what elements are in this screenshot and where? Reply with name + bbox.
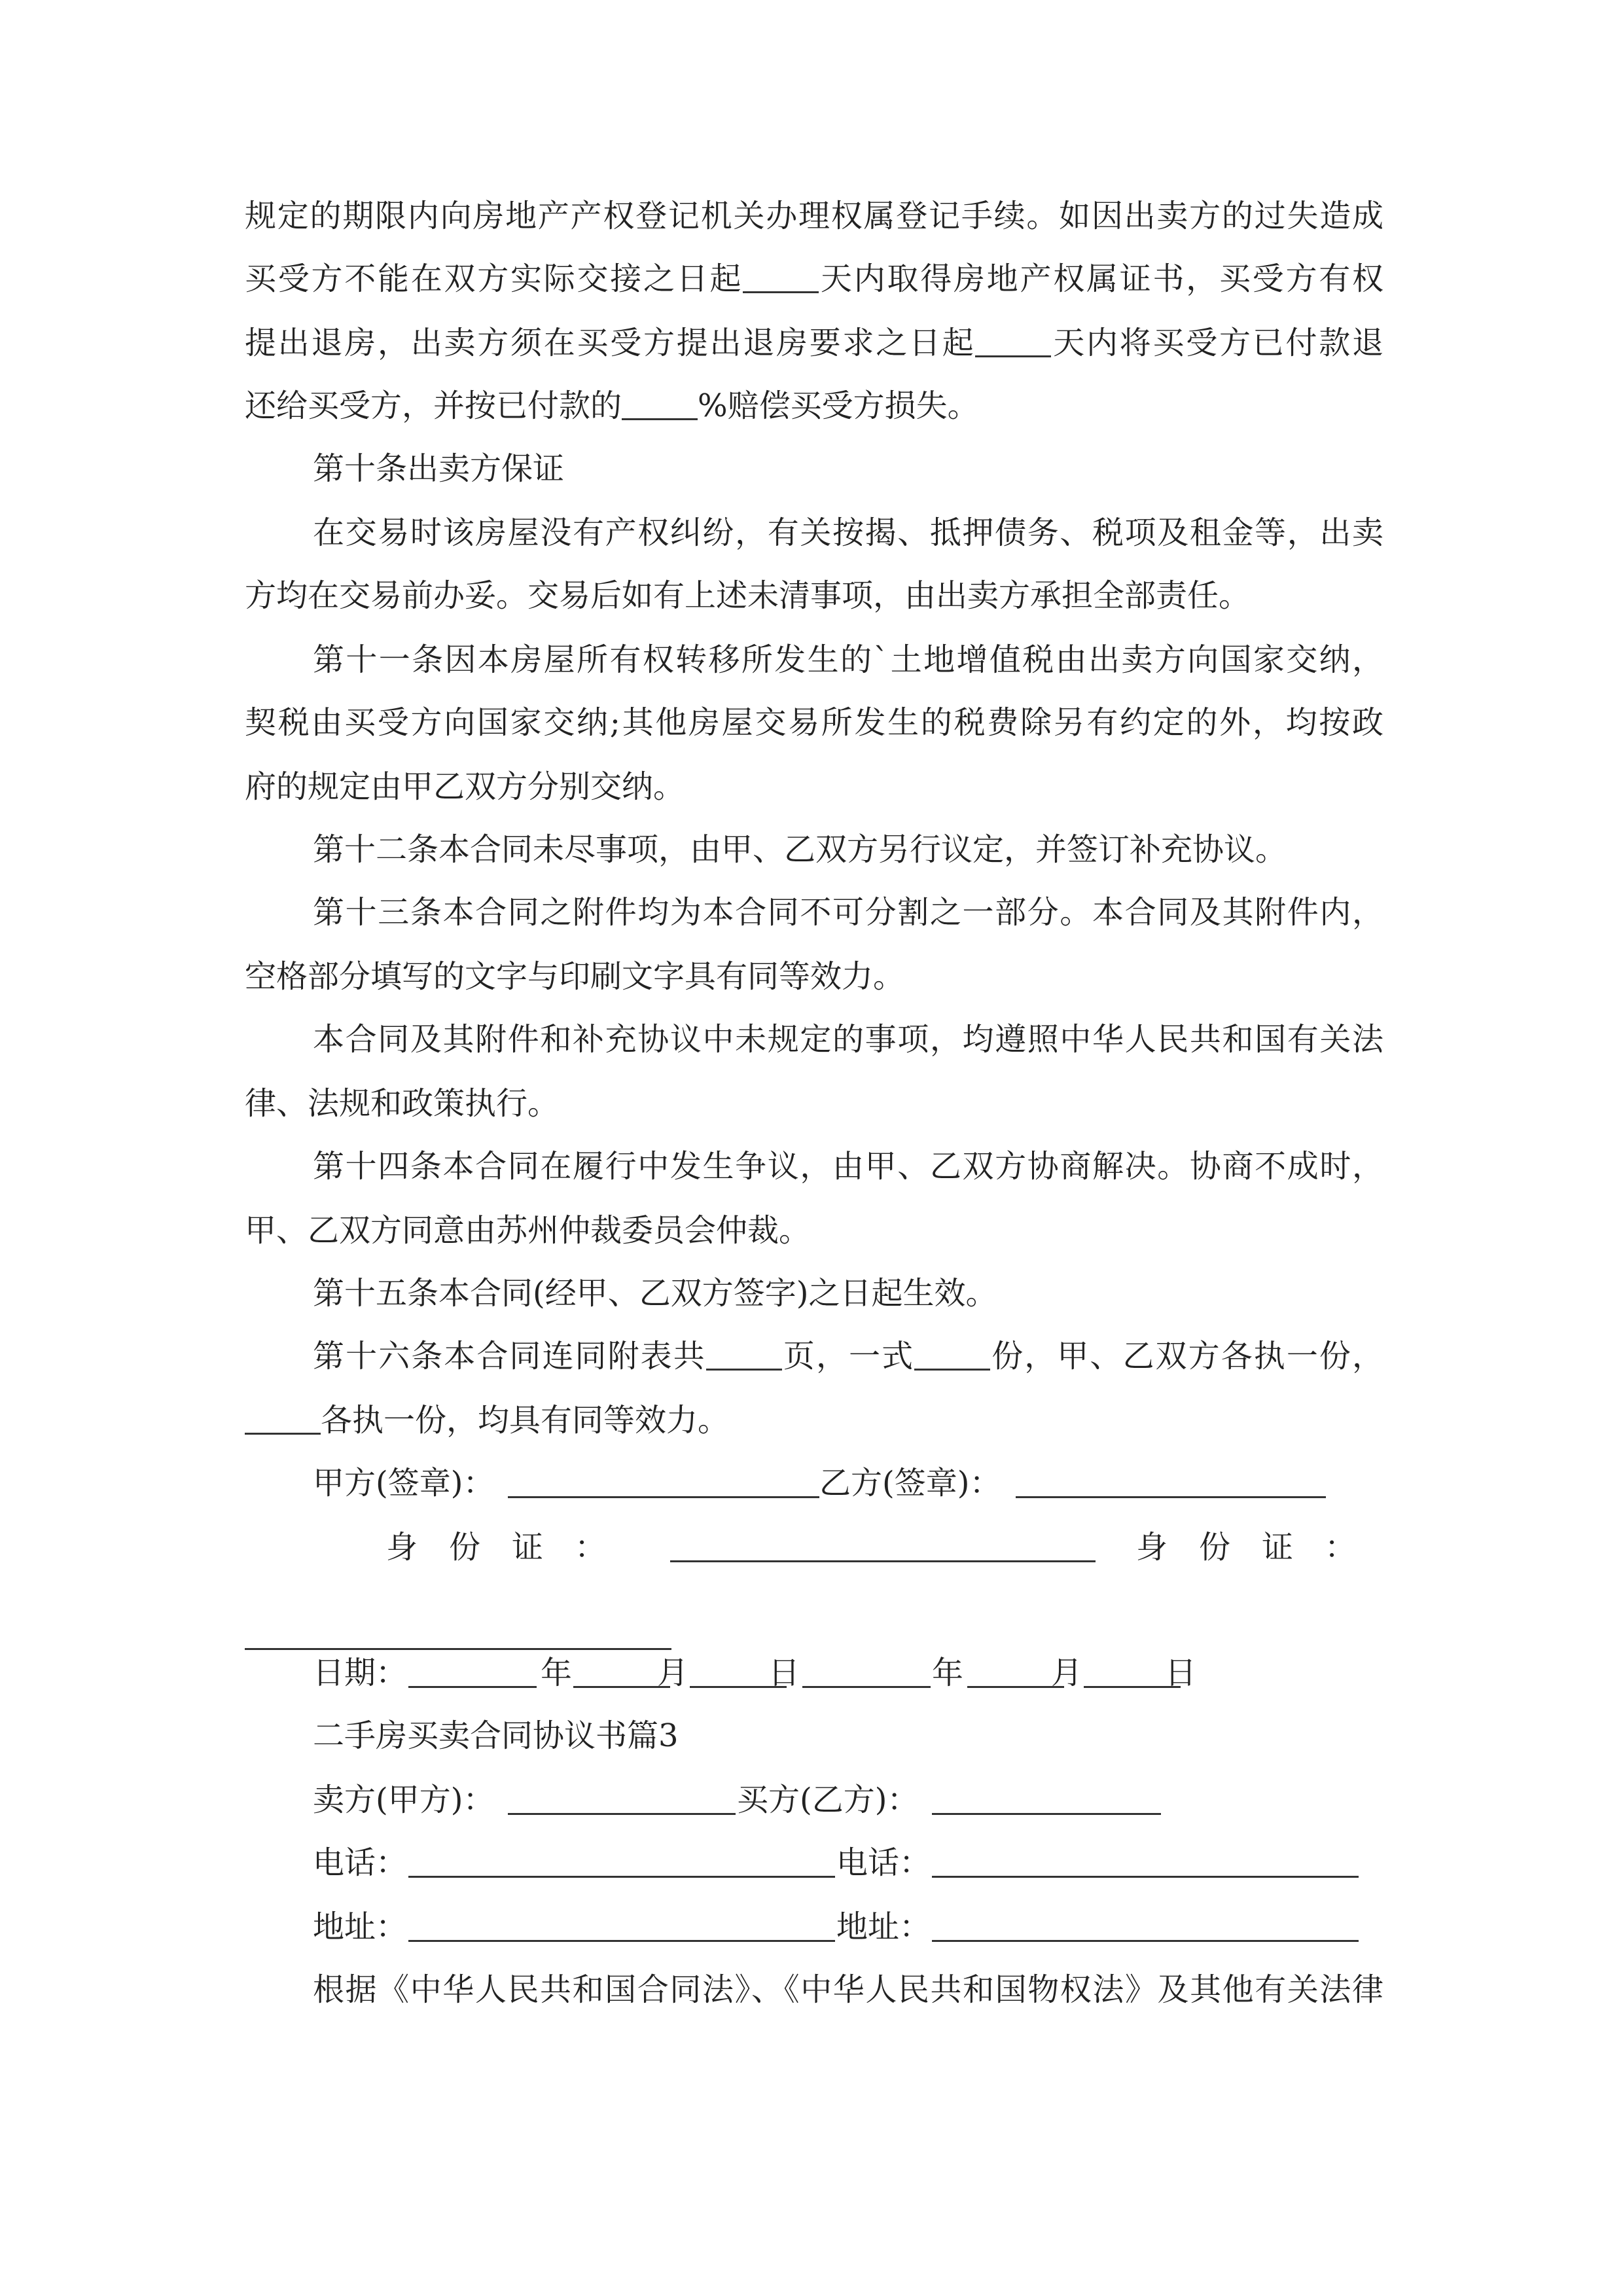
- seller-phone-label: 电话：: [313, 1844, 408, 1881]
- buyer-address-field[interactable]: [932, 1911, 1359, 1942]
- article-9-line-3: 提出退房，出卖方须在买受方提出退房要求之日起 天内将买受方已付款退: [245, 325, 1383, 361]
- article-9-line-4: 还给买受方，并按已付款的 %赔偿买受方损失。: [245, 387, 979, 424]
- party-a-id-field[interactable]: [670, 1532, 1096, 1562]
- month-label-a: 月: [657, 1655, 689, 1691]
- seller-field[interactable]: [508, 1784, 736, 1815]
- party-a-sign-field[interactable]: [508, 1467, 819, 1498]
- article-12-line-1: 第十二条本合同未尽事项，由甲、乙双方另行议定，并签订补充协议。: [313, 831, 1287, 868]
- article-11-line-3: 府的规定由甲乙双方分别交纳。: [245, 768, 685, 805]
- article-9-line-1: 规定的期限内向房地产产权登记机关办理权属登记手续。如因出卖方的过失造成: [245, 198, 1383, 234]
- law-clause-line-2: 律、法规和政策执行。: [245, 1085, 560, 1122]
- blank-percent[interactable]: [622, 389, 698, 420]
- law-clause-line-1: 本合同及其附件和补充协议中未规定的事项，均遵照中华人民共和国有关法: [313, 1021, 1383, 1058]
- year-label-b: 年: [932, 1655, 964, 1691]
- legal-basis-line: 根据《中华人民共和国合同法》、《中华人民共和国物权法》及其他有关法律: [313, 1971, 1383, 2008]
- party-a-sign-label: 甲方(签章)：: [313, 1465, 495, 1501]
- address-row: [245, 1907, 1383, 1946]
- section-3-title: 二手房买卖合同协议书篇3: [313, 1717, 679, 1754]
- year-label-a: 年: [541, 1655, 573, 1691]
- month-field-b[interactable]: [967, 1657, 1064, 1688]
- party-b-sign-field[interactable]: [1016, 1467, 1326, 1498]
- article-13-line-2: 空格部分填写的文字与印刷文字具有同等效力。: [245, 958, 905, 995]
- article-10-title: 第十条出卖方保证: [313, 450, 565, 487]
- blank-days-2[interactable]: [975, 327, 1051, 357]
- buyer-field[interactable]: [932, 1784, 1161, 1815]
- article-14-line-1: 第十四条本合同在履行中发生争议，由甲、乙双方协商解决。协商不成时，: [313, 1148, 1383, 1185]
- party-b-sign-label: 乙方(签章)：: [819, 1465, 1001, 1501]
- buyer-phone-field[interactable]: [932, 1847, 1359, 1878]
- article-11-line-1: 第十一条因本房屋所有权转移所发生的`土地增值税由出卖方向国家交纳，: [313, 641, 1383, 678]
- seller-address-field[interactable]: [408, 1911, 835, 1942]
- article-11-line-2: 契税由买受方向国家交纳;其他房屋交易所发生的税费除另有约定的外，均按政: [245, 704, 1383, 741]
- day-label-b: 日: [1165, 1655, 1197, 1691]
- article-9-line-2: 买受方不能在双方实际交接之日起 天内取得房地产权属证书，买受方有权: [245, 260, 1383, 297]
- article-16-line-2: 各执一份，均具有同等效力。: [245, 1401, 729, 1440]
- buyer-phone-label: 电话：: [836, 1844, 931, 1881]
- blank-days-1[interactable]: [743, 262, 819, 293]
- signature-row: [245, 1463, 1383, 1503]
- party-a-id-label: 身份证：: [386, 1529, 638, 1566]
- day-label-a: 日: [768, 1655, 800, 1691]
- seller-phone-field[interactable]: [408, 1847, 835, 1878]
- id-card-row: [245, 1528, 1388, 1567]
- blank-copy-count[interactable]: [914, 1340, 990, 1371]
- date-row: [245, 1653, 1383, 1693]
- phone-row: [245, 1843, 1383, 1882]
- blank-other-party[interactable]: [245, 1404, 321, 1435]
- article-14-line-2: 甲、乙双方同意由苏州仲裁委员会仲裁。: [245, 1212, 811, 1249]
- seller-label: 卖方(甲方)：: [313, 1782, 495, 1818]
- date-label: 日期：: [313, 1655, 408, 1691]
- year-field-b[interactable]: [802, 1657, 931, 1688]
- buyer-address-label: 地址：: [836, 1909, 931, 1945]
- year-field-a[interactable]: [408, 1657, 537, 1688]
- blank-page-count[interactable]: [706, 1340, 782, 1371]
- article-15-line-1: 第十五条本合同(经甲、乙双方签字)之日起生效。: [313, 1275, 997, 1312]
- party-b-id-label: 身份证：: [1136, 1529, 1388, 1566]
- month-field-a[interactable]: [573, 1657, 670, 1688]
- article-16-line-1: 第十六条本合同连同附表共 页，一式 份，甲、乙双方各执一份，: [313, 1338, 1383, 1374]
- article-10-line-1: 在交易时该房屋没有产权纠纷，有关按揭、抵押债务、税项及租金等，出卖: [313, 514, 1383, 551]
- article-13-line-1: 第十三条本合同之附件均为本合同不可分割之一部分。本合同及其附件内，: [313, 894, 1383, 931]
- seller-address-label: 地址：: [313, 1909, 408, 1945]
- buyer-label: 买方(乙方)：: [737, 1782, 919, 1818]
- article-10-line-2: 方均在交易前办妥。交易后如有上述未清事项，由出卖方承担全部责任。: [245, 577, 1251, 614]
- party-b-id-field[interactable]: [245, 1648, 671, 1650]
- seller-buyer-row: [245, 1780, 1383, 1820]
- month-label-b: 月: [1051, 1655, 1083, 1691]
